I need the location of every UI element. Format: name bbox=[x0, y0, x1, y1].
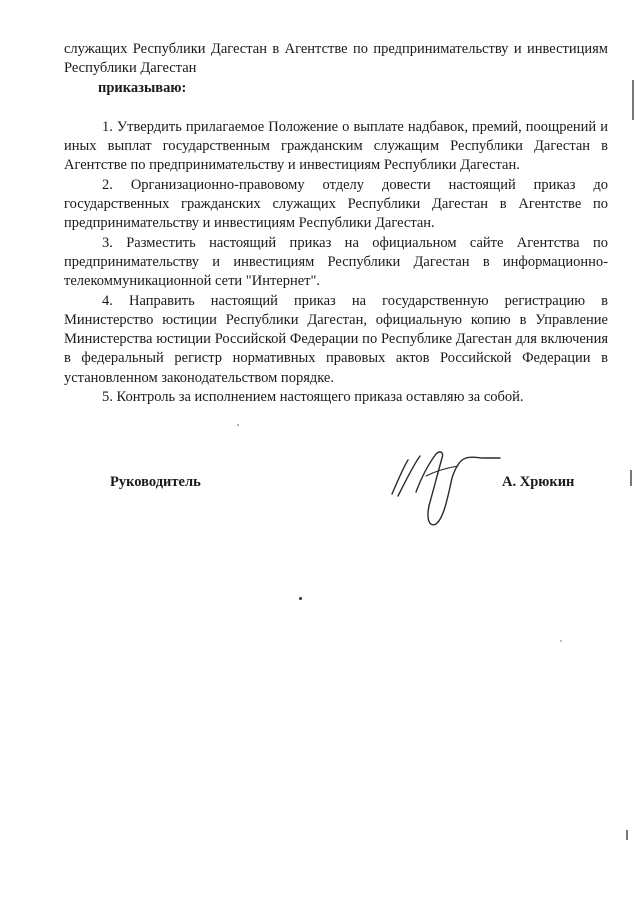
scan-speck bbox=[560, 640, 562, 642]
intro-paragraph: служащих Республики Дагестан в Агентстве по предпринимательству и инвестициям Республики Дагестан bbox=[64, 41, 608, 77]
signatory-name: А. Хрюкин bbox=[502, 474, 575, 490]
signature-block bbox=[0, 470, 640, 550]
scan-edge-mark bbox=[626, 830, 628, 840]
decree-word: приказываю: bbox=[98, 79, 187, 96]
order-body bbox=[64, 40, 608, 407]
scan-speck bbox=[237, 424, 239, 426]
order-item-2: 2. Организационно-правовому отделу довести настоящий приказ до государственных гражданских служащих Республики Дагестан в Агентстве по предпринимательству и инвестициям Республики Дагестан. bbox=[64, 176, 608, 232]
order-item-1: 1. Утвердить прилагаемое Положение о выплате надбавок, премий, поощрений и иных выплат государственным гражданским служащим Республики Дагестан в Агентстве по предпринимательству и инвестициям Республики Дагестан. bbox=[64, 118, 608, 174]
order-item-3: 3. Разместить настоящий приказ на официальном сайте Агентства по предпринимательству и инвестициям Республики Дагестан в информационно-телекоммуникационной сети "Интернет". bbox=[64, 234, 608, 290]
order-item-4: 4. Направить настоящий приказ на государственную регистрацию в Министерство юстиции Республики Дагестан, официальную копию в Управление Министерства юстиции Российской Федерации по Республике Дагестан для включения в федеральный регистр нормативных правовых актов Российской Федерации в установленном законодательством порядке. bbox=[64, 292, 608, 386]
signatory-role: Руководитель bbox=[110, 474, 201, 490]
handwritten-signature-icon bbox=[386, 436, 506, 536]
scan-edge-mark bbox=[632, 80, 634, 120]
scan-edge-mark bbox=[630, 470, 632, 486]
scan-speck bbox=[299, 597, 302, 600]
order-item-5: 5. Контроль за исполнением настоящего приказа оставляю за собой. bbox=[102, 389, 524, 406]
